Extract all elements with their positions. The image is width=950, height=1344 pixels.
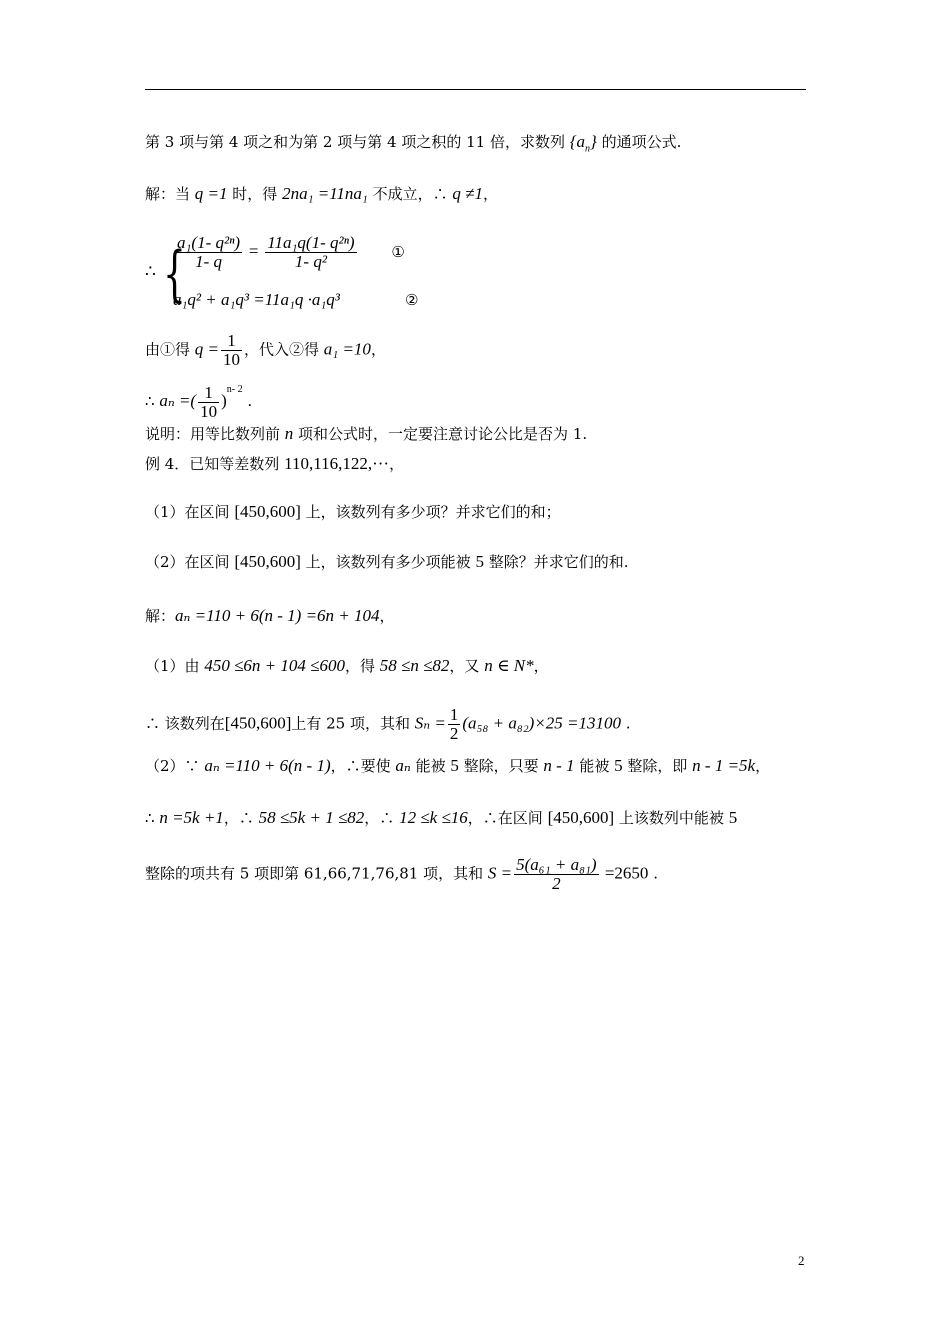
solution-case-q1: 解：当 q =1 时，得 2na₁ =11na₁ 不成立，∴ q ≠1，	[145, 184, 498, 203]
step-2: （2）∵ aₙ =110 + 6(n - 1)，∴要使 aₙ 能被 5 整除，只要 n - 1 能被 5 整除，即 n - 1 =5k，	[145, 756, 771, 775]
note: 说明：用等比数列前 n 项和公式时，一定要注意讨论公比是否为 1.	[145, 424, 588, 443]
problem-statement: 第 3 项与第 4 项之和为第 2 项与第 4 项之积的 11 倍，求数列 $\{a_n\}$ 的通项公式.	[145, 132, 682, 155]
general-term: ∴ aₙ =( $\frac{1}{10}$ )$^{n- 2}$ .	[145, 382, 253, 421]
example-4: 例 4．已知等差数列 110,116,122,···，	[145, 454, 405, 473]
page-number: 2	[798, 1253, 805, 1268]
solve-q: 由①得 q = $\frac{1}{10}$ ，代入②得 a₁ =10，	[145, 331, 386, 369]
step-2-range: ∴ n =5k +1，∴ 58 ≤5k + 1 ≤82，∴ 12 ≤k ≤16，∴在区间 [450,600] 上该数列中能被 5	[145, 808, 738, 827]
header-rule	[145, 89, 806, 90]
sequence-an: $\{a_n\}$	[569, 132, 597, 155]
document-page: 第 3 项与第 4 项之和为第 2 项与第 4 项之积的 11 倍，求数列 $\{a_n\}$ 的通项公式. 解：当 q =1 时，得 2na₁ =11na₁ 不成立，∴ q ≠1， ∴ { $\frac{\text{a₁(1- q²ⁿ)}}{1- q}$ = $\frac{\text{11a₁q(1- q²ⁿ)}}{\text{1- q²}}$ ① a₁q² + a₁q³ =11a₁q ·a₁q³ ② 由①得 q = $\frac{1}{10}$ ，代入②得 a₁ =10， ∴ aₙ =( $\frac{1}{10}$ )$^{n- 2}$ . 说明：用等比数列前 n 项和公式时，一定要注意讨论公比是否为 1. 例 4．已知等差数列 110,116,122,···， （1）在区间 [450,600] 上，该数列有多少项？并求它们的和； （2）在区间 [450,600] 上，该数列有多少项能被 5 整除？并求它们的和. 解：aₙ =110 + 6(n - 1) =6n + 104， （1）由 450 ≤6n + 104 ≤600，得 58 ≤n ≤82，又 n ∈ N*， ∴ 该数列在[450,600]上有 25 项，其和 Sₙ = $\frac{1}{2}$ (a₅₈ + a₈₂)×25 =13100 . （2）∵ aₙ =110 + 6(n - 1)，∴要使 aₙ 能被 5 整除，只要 n - 1 能被 5 整除，即 n - 1 =5k， ∴ n =5k +1，∴ 58 ≤5k + 1 ≤82，∴ 12 ≤k ≤16，∴在区间 [450,600] 上该数列中能被 5 整除的项共有 5 项即第 61,66,71,76,81 项，其和 S = $\frac{\text{5(a₆₁ + a₈₁)}}{2}$ =2650 . 2	[0, 0, 950, 1344]
step-2-sum: 整除的项共有 5 项即第 61,66,71,76,81 项，其和 S = $\frac{\text{5(a₆₁ + a₈₁)}}{2}$ =2650 .	[145, 855, 658, 893]
step-1: （1）由 450 ≤6n + 104 ≤600，得 58 ≤n ≤82，又 n ∈ N*，	[145, 656, 549, 675]
solution-2: 解：aₙ =110 + 6(n - 1) =6n + 104，	[145, 606, 395, 625]
step-1-sum: ∴ 该数列在[450,600]上有 25 项，其和 Sₙ = $\frac{1}{2}$ (a₅₈ + a₈₂)×25 =13100 .	[145, 705, 631, 743]
question-2: （2）在区间 [450,600] 上，该数列有多少项能被 5 整除？并求它们的和.	[145, 552, 629, 571]
question-1: （1）在区间 [450,600] 上，该数列有多少项？并求它们的和；	[145, 502, 561, 521]
left-brace: {	[163, 239, 186, 309]
